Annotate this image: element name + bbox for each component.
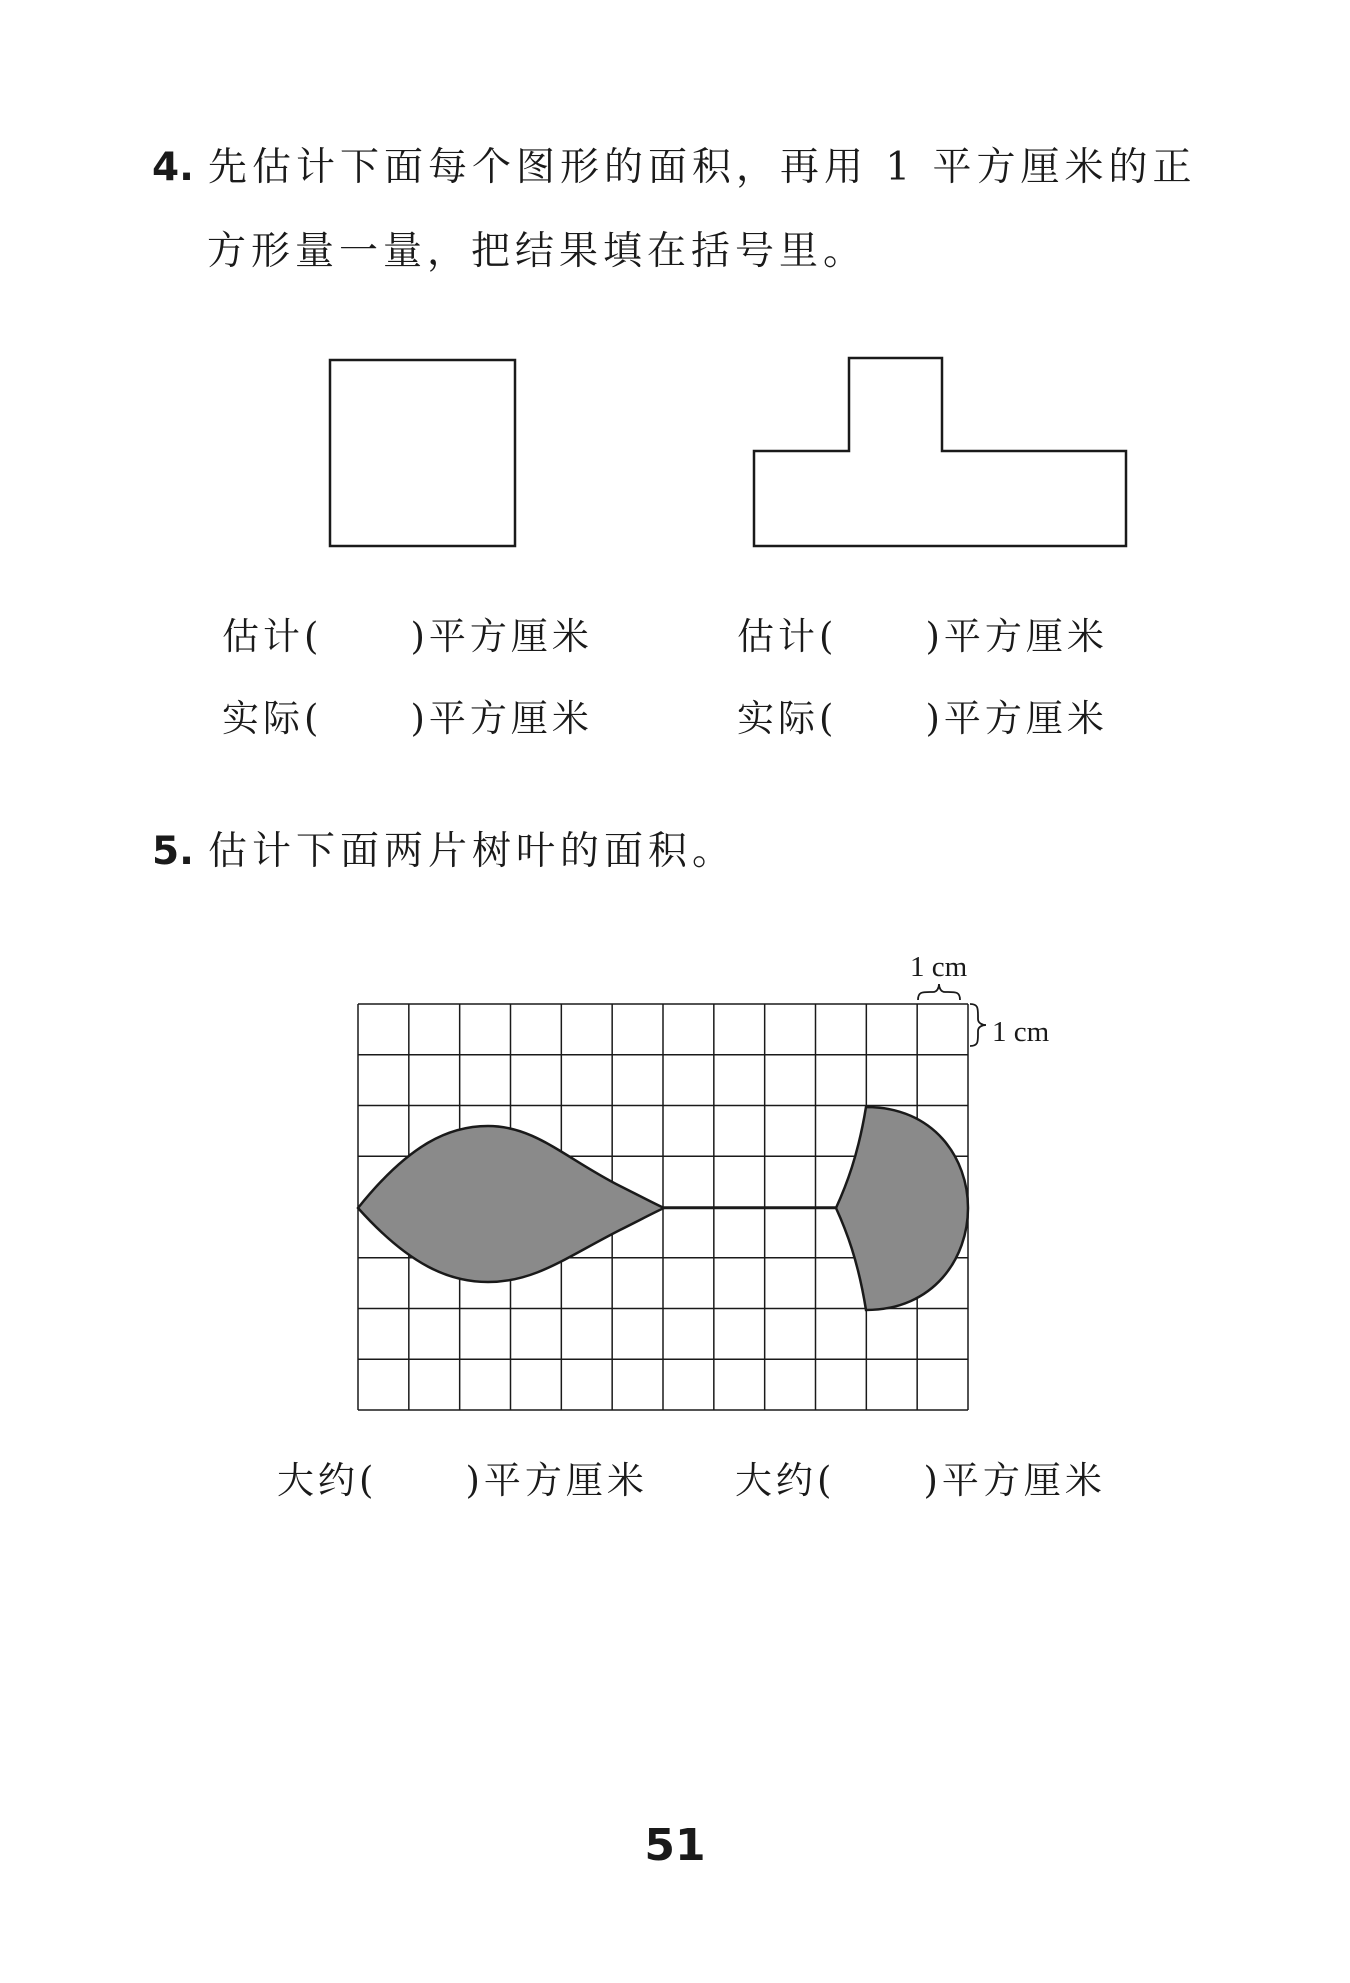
q4-left-actual — [222, 697, 593, 740]
unit-brace-side — [970, 1004, 986, 1046]
q4-text-line1: 先估计下面每个图形的面积，再用 1 平方厘米的正 — [207, 145, 1197, 190]
q4-right-actual — [737, 697, 1108, 740]
q4-left-estimate-prefix: 估计( — [222, 615, 323, 658]
q4-left-actual-prefix: 实际( — [222, 697, 323, 740]
unit-label-side: 1 cm — [992, 1016, 1050, 1048]
q5-line — [152, 829, 736, 874]
page-number: 51 — [644, 1820, 706, 1871]
q4-t-shape — [754, 358, 1126, 546]
q4-right-actual-suffix: )平方厘米 — [925, 697, 1108, 740]
q5-right-answer — [735, 1459, 1106, 1502]
q4-right-estimate-suffix: )平方厘米 — [925, 615, 1108, 658]
q4-right-estimate — [737, 615, 1108, 658]
q4-left-actual-suffix: )平方厘米 — [410, 697, 593, 740]
q5-grid-figure — [0, 930, 1350, 1430]
unit-label-top: 1 cm — [910, 951, 968, 983]
q5-right-suffix: )平方厘米 — [923, 1459, 1106, 1502]
q5-text: 估计下面两片树叶的面积。 — [207, 829, 736, 874]
q4-square-shape — [330, 360, 515, 546]
unit-brace-top — [918, 984, 960, 1000]
q5-left-suffix: )平方厘米 — [465, 1459, 648, 1502]
q4-left-estimate-suffix: )平方厘米 — [410, 615, 593, 658]
q4-number: 4. — [152, 145, 194, 190]
q4-figures — [0, 0, 1350, 600]
right-leaf-shape — [836, 1107, 968, 1310]
q5-number: 5. — [152, 829, 194, 874]
q5-left-answer — [277, 1459, 648, 1502]
q5-left-prefix: 大约( — [277, 1459, 378, 1502]
q5-right-prefix: 大约( — [735, 1459, 836, 1502]
left-leaf-shape — [358, 1126, 664, 1282]
q4-left-estimate — [222, 615, 593, 658]
q4-right-actual-prefix: 实际( — [737, 697, 838, 740]
q4-right-estimate-prefix: 估计( — [737, 615, 838, 658]
q4-text-line2: 方形量一量，把结果填在括号里。 — [207, 229, 868, 274]
